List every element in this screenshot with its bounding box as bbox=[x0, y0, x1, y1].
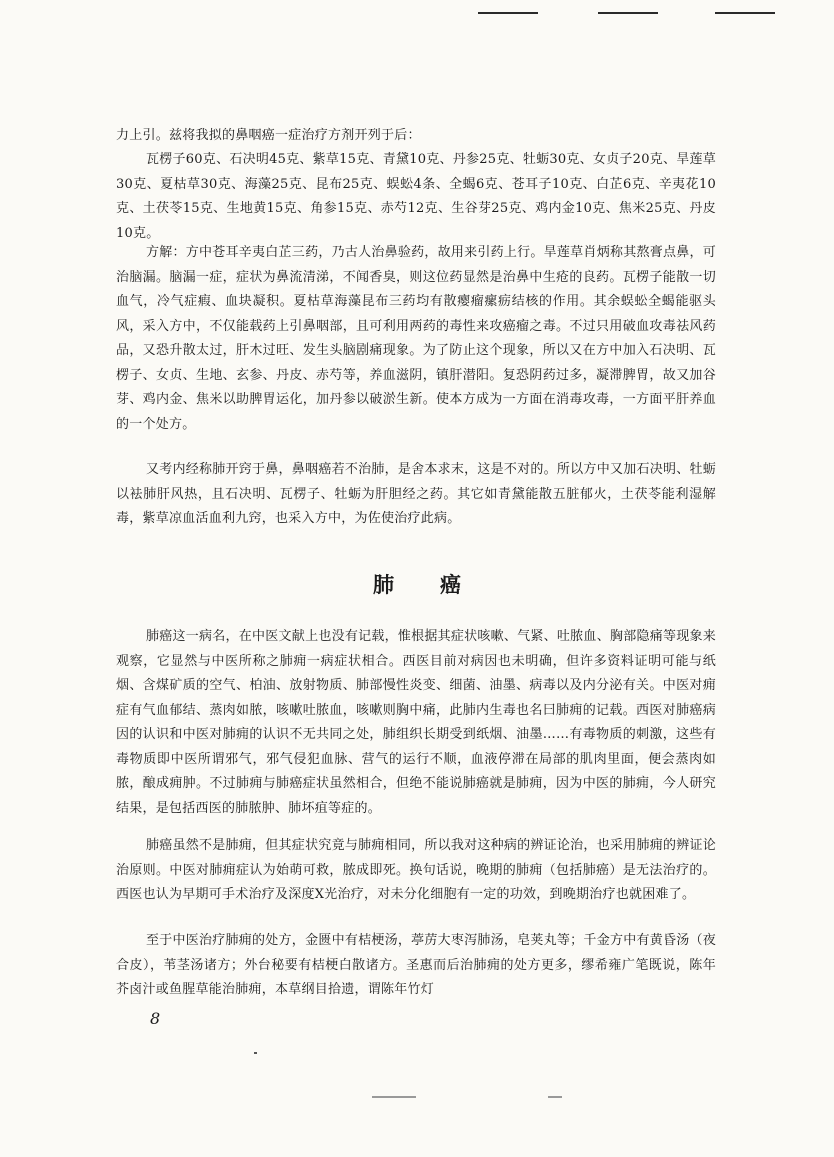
paragraph-prescription: 瓦楞子60克、石决明45克、紫草15克、青黛10克、丹参25克、牡蛎30克、女贞子20克、旱莲草30克、夏枯草30克、海藻25克、昆布25克、蜈蚣4条、全蝎6克、苍耳子10克、白芷6克、辛夷花10克、土茯苓15克、生地黄15克、角参15克、赤芍12克、生谷芽25克、鸡内金10克、焦米25克、丹皮10克。 bbox=[116, 152, 716, 241]
section-title: 肺癌 bbox=[373, 572, 507, 597]
scan-speck bbox=[254, 1052, 257, 1054]
scan-speck bbox=[372, 1096, 416, 1098]
paragraph-lung-nose: 又考内经称肺开窍于鼻，鼻咽癌若不治肺，是舍本求末，这是不对的。所以方中又加石决明、牡蛎以袪肺肝风热，且石决明、瓦楞子、牡蛎为肝胆经之药。其它如青黛能散五脏郁火，土茯苓能利湿解毒，紫草凉血活血利九窍，也采入方中，为佐使治疗此病。 bbox=[116, 462, 716, 526]
scan-speck bbox=[548, 1096, 562, 1098]
scan-rule-2 bbox=[598, 12, 658, 14]
paragraph-lung-cancer-treatment: 肺癌虽然不是肺痈，但其症状究竟与肺痈相同，所以我对这种病的辨证论治，也采用肺痈的辨证论治原则。中医对肺痈症认为始萌可救，脓成即死。换句话说，晚期的肺痈（包括肺癌）是无法治疗的。西医也认为早期可手术治疗及深度X光治疗，对未分化细胞有一定的功效，到晚期治疗也就困难了。 bbox=[116, 838, 716, 902]
scan-rule-3 bbox=[715, 12, 775, 14]
paragraph-lung-cancer-intro: 肺癌这一病名，在中医文献上也没有记载，惟根据其症状咳嗽、气紧、吐脓血、胸部隐痛等现象来观察，它显然与中医所称之肺痈一病症状相合。西医目前对病因也未明确，但许多资料证明可能与纸烟、含煤矿质的空气、柏油、放射物质、肺部慢性炎变、细菌、油墨、病毒以及内分泌有关。中医对痈症有气血郁结、蒸肉如脓，咳嗽吐脓血，咳嗽则胸中痛，此肺内生毒也名曰肺痈的记载。西医对肺癌病因的认识和中医对肺痈的认识不无共同之处，肺组织长期受到纸烟、油墨……有毒物质的刺激，这些有毒物质即中医所谓邪气，邪气侵犯血脉、营气的运行不顺，血液停滞在局部的肌肉里面，便会蒸肉如脓，酿成痈肿。不过肺痈与肺癌症状虽然相合，但绝不能说肺癌就是肺痈，因为中医的肺痈，今人研究结果，是包括西医的肺脓肿、肺坏疽等症的。 bbox=[116, 629, 716, 816]
paragraph-prescriptions: 至于中医治疗肺痈的处方，金匮中有桔梗汤，葶苈大枣泻肺汤，皂荚丸等；千金方中有黄昏汤（夜合皮），苇茎汤诸方；外台秘要有桔梗白散诸方。圣惠而后治肺痈的处方更多，缪希雍广笔既说，陈年芥卤汁或鱼腥草能治肺痈，本草纲目拾遗，谓陈年竹灯 bbox=[116, 933, 716, 997]
scan-rule-1 bbox=[478, 12, 538, 14]
paragraph-intro-line: 力上引。兹将我拟的鼻咽癌一症治疗方剂开列于后： bbox=[116, 128, 421, 143]
page-number: 8 bbox=[150, 1009, 161, 1028]
paragraph-explanation: 方解：方中苍耳辛夷白芷三药，乃古人治鼻验药，故用来引药上行。旱莲草肖炳称其熬膏点鼻，可治脑漏。脑漏一症，症状为鼻流清涕，不闻香臭，则这位药显然是治鼻中生疮的良药。瓦楞子能散一切血气，冷气症瘕、血块凝积。夏枯草海藻昆布三药均有散瘿瘤瘰疬结核的作用。其余蜈蚣全蝎能驱头风，采入方中，不仅能载药上引鼻咽部，且可利用两药的毒性来攻癌瘤之毒。不过只用破血攻毒祛风药品，又恐升散太过，肝木过旺、发生头脑剧痛现象。为了防止这个现象，所以又在方中加入石决明、瓦楞子、女贞、生地、玄参、丹皮、赤芍等，养血滋阴，镇肝潜阳。复恐阴药过多，凝滞脾胃，故又加谷芽、鸡内金、焦米以助脾胃运化，加丹参以破淤生新。使本方成为一方面在消毒攻毒，一方面平肝养血的一个处方。 bbox=[116, 245, 716, 432]
